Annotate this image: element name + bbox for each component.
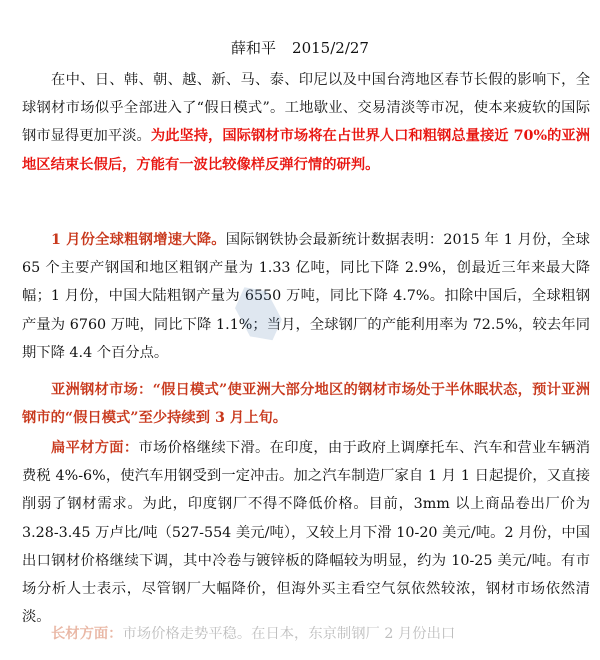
long-products-heading: 长材方面： (51, 626, 123, 642)
intro-highlight: 为此坚持，国际钢材市场将在占世界人口和粗钢总量接近 70%的亚洲地区结束长假后，方能有一波比较像样反弹行情的研判。 (22, 128, 590, 173)
publish-date: 2015/2/27 (292, 39, 369, 57)
paragraph-intro (22, 66, 590, 179)
byline (0, 38, 600, 58)
paragraph-long-products (22, 620, 590, 648)
paragraph-asia-market (22, 376, 590, 432)
long-products-text: 市场价格走势平稳。在日本，东京制钢厂 2 月份出口 (122, 626, 456, 642)
flat-products-text: 市场价格继续下滑。在印度，由于政府上调摩托车、汽车和营业车辆消费税 4%-6%，使汽车用钢受到一定冲击。加之汽车制造厂家自 1 月 1 日起提价，又直接削弱了钢材需求。为此，印度钢厂不得不降低价格。目前，3mm 以上商品卷出厂价为 3.28-3.45 万卢比/吨（527-554 美元/吨），又较上月下滑 10-20 美元/吨。2 月份，中国出口钢材价格继续下调，其中冷卷与镀锌板的降幅较为明显，约为 10-25 美元/吨。有市场分析人士表示，尽管钢厂大幅降价，但海外买主看空气氛依然较浓，钢材市场依然清淡。 (22, 440, 590, 626)
crude-steel-text: 国际钢铁协会最新统计数据表明：2015 年 1 月份，全球 65 个主要产钢国和地区粗钢产量为 1.33 亿吨，同比下降 2.9%，创最近三年来最大降幅；1 月份，中国大陆粗钢产量为 6550 万吨，同比下降 4.7%。扣除中国后，全球粗钢产量为 6760 万吨，同比下降 1.1%；当月，全球钢厂的产能利用率为 72.5%，较去年同期下降 4.4 个百分点。 (22, 232, 590, 361)
author-name: 薛和平 (231, 39, 277, 57)
paragraph-crude-steel (22, 226, 590, 367)
paragraph-flat-products (22, 434, 590, 631)
flat-products-heading: 扁平材方面： (51, 440, 139, 456)
asia-market-highlight: 亚洲钢材市场：“假日模式”使亚洲大部分地区的钢材市场处于半休眠状态，预计亚洲钢市的“假日模式”至少持续到 3 月上旬。 (22, 382, 590, 427)
intro-text: 在中、日、韩、朝、越、新、马、泰、印尼以及中国台湾地区春节长假的影响下，全球钢材市场似乎全部进入了“假日模式”。工地歇业、交易清淡等市况，使本来疲软的国际钢市显得更加平淡。 (22, 72, 590, 145)
crude-steel-heading: 1 月份全球粗钢增速大降。 (51, 232, 226, 248)
